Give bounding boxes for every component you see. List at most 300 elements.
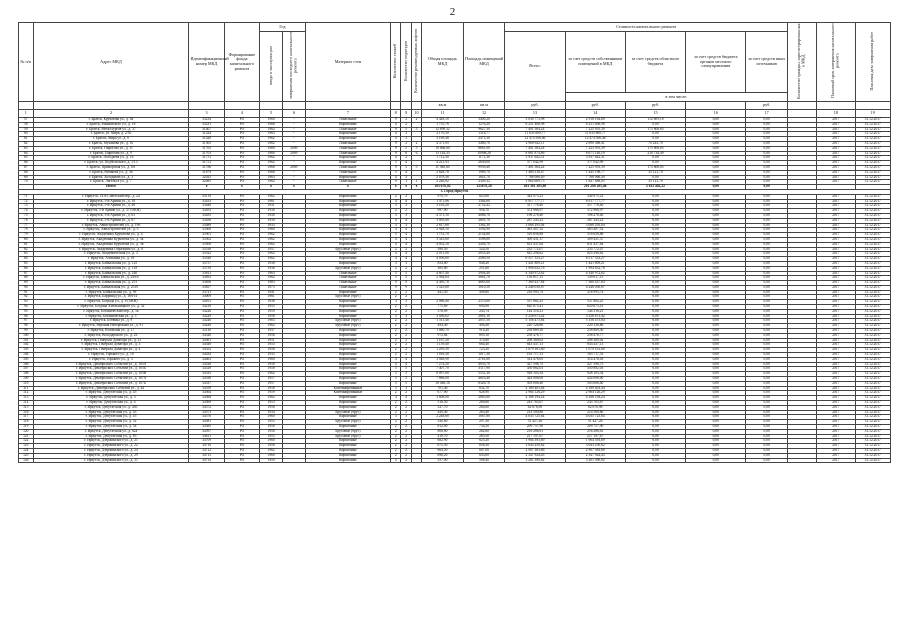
row-cost-total: 1 994 632,76 <box>505 266 565 271</box>
row-floors: 3 <box>391 300 401 305</box>
row-planned-year: 2017 <box>817 141 855 146</box>
row-cost-regional: 0,00 <box>625 290 685 295</box>
row-floors: 2 <box>391 434 401 439</box>
unit-rub: руб. <box>505 102 565 110</box>
row-year-built: 1935 <box>260 353 283 358</box>
row-fund: РО <box>224 367 259 372</box>
row-id: 31705 <box>189 146 224 151</box>
row-address: г. Иркутск, Депутатская ул., д. 62а <box>33 429 189 434</box>
row-cost-owners: 928 103,34 <box>565 372 625 377</box>
row-lifts <box>411 458 421 463</box>
row-id: 34597 <box>189 429 224 434</box>
row-cost-other: 0,00 <box>746 405 788 410</box>
row-material: Кирпичные <box>305 439 390 444</box>
hdr-year-last-repair: завершения последнего капитального ремонта <box>282 32 305 102</box>
row-premises-area: 2865,80 <box>463 396 505 401</box>
hdr-wall-material: Материал стен <box>305 23 390 102</box>
row-planned-year: 2017 <box>817 319 855 324</box>
row-address: г. Иркутск, Алмазная ул., д. 18 <box>33 257 189 262</box>
total-x: х <box>189 185 224 190</box>
row-number: 103 <box>19 348 34 353</box>
row-cost-other: 0,00 <box>746 401 788 406</box>
row-id: 34559 <box>189 386 224 391</box>
row-id: 34463 <box>189 357 224 362</box>
row-material: Кирпичные <box>305 458 390 463</box>
row-planned-year: 2017 <box>817 175 855 180</box>
row-floors: 2 <box>391 209 401 214</box>
row-year-built: 1958 <box>260 348 283 353</box>
row-cost-regional: 0,00 <box>625 453 685 458</box>
row-year-repair: - <box>282 141 305 146</box>
row-cost-other: 0,00 <box>746 338 788 343</box>
row-id: 34712 <box>189 448 224 453</box>
row-year-built: 1933 <box>260 223 283 228</box>
row-premises-area: 848,20 <box>463 261 505 266</box>
row-cost-municipal: 0,00 <box>686 425 746 430</box>
row-premises-area: 2752,42 <box>463 204 505 209</box>
row-total-area: 3 163,20 <box>422 204 464 209</box>
row-total-area: 1 511,40 <box>422 319 464 324</box>
row-cost-other: 0,00 <box>746 295 788 300</box>
row-entrances: 5 <box>401 127 411 132</box>
row-address: г. Братск, Погодаева ул., д. 16 <box>33 156 189 161</box>
row-total-area: 4 428,10 <box>422 118 464 123</box>
total-municipal: 0,00 <box>686 185 746 190</box>
row-year-built: 1962 <box>260 194 283 199</box>
row-entrances: 2 <box>401 405 411 410</box>
row-premises-area: 262,60 <box>463 429 505 434</box>
row-cost-municipal: 0,00 <box>686 285 746 290</box>
row-cost-total: 4 340 972,62 <box>505 271 565 276</box>
row-cost-municipal: 0,00 <box>686 324 746 329</box>
row-address: г. Братск, Энгельса ул., д. 7 <box>33 180 189 185</box>
row-total-area: 2 078,38 <box>422 175 464 180</box>
row-id: 34349 <box>189 343 224 348</box>
row-cost-other: 0,00 <box>746 209 788 214</box>
row-planned-year: 2017 <box>817 305 855 310</box>
row-planned-year: 2017 <box>817 132 855 137</box>
row-id: 34581 <box>189 420 224 425</box>
row-cost-owners: 3 201 390,82 <box>565 458 625 463</box>
row-number: 77 <box>19 223 34 228</box>
row-material: Брусовые (брус) <box>305 295 390 300</box>
row-fund: РО <box>224 314 259 319</box>
row-total-area: 701,40 <box>422 386 464 391</box>
row-cost-other: 0,00 <box>746 261 788 266</box>
row-id: 33853 <box>189 276 224 281</box>
row-floors: 2 <box>391 453 401 458</box>
row-cost-owners: 163 717,53 <box>565 353 625 358</box>
row-entrances: 2 <box>401 444 411 449</box>
row-cost-total: 1 882 609,75 <box>505 180 565 185</box>
row-cost-owners: 4 189 403,44 <box>565 386 625 391</box>
row-cost-total: 4 035 725,64 <box>505 415 565 420</box>
row-material: Панельные <box>305 276 390 281</box>
row-floors: 3 <box>391 223 401 228</box>
row-fund: РО <box>224 122 259 127</box>
row-total-area: 2 246,92 <box>422 180 464 185</box>
row-year-built: 1959 <box>260 458 283 463</box>
row-entrances: 2 <box>401 420 411 425</box>
row-cost-owners: 4 168 194,24 <box>565 396 625 401</box>
row-cost-owners: 631 437,64 <box>565 242 625 247</box>
row-fund: РО <box>224 165 259 170</box>
row-number: 59 <box>19 127 34 132</box>
row-material: Панельные <box>305 281 390 286</box>
row-number: 112 <box>19 391 34 396</box>
row-fund: РО <box>224 199 259 204</box>
row-floors: 2 <box>391 448 401 453</box>
row-cost-other: 0,00 <box>746 324 788 329</box>
row-planned-year: 2017 <box>817 381 855 386</box>
row-year-built: 1957 <box>260 377 283 382</box>
row-address: г. Иркутск, Декабрьских Событий ул., д. 107Б <box>33 381 189 386</box>
row-material: Брусовые (брус) <box>305 429 390 434</box>
row-material: Кирпичные <box>305 453 390 458</box>
row-cost-other: 0,00 <box>746 396 788 401</box>
row-fund: РО <box>224 453 259 458</box>
row-cost-regional: 0,00 <box>625 429 685 434</box>
row-premises-area: 1598,80 <box>463 237 505 242</box>
row-total-area: 1 755,76 <box>422 122 464 127</box>
hdr-repair-cost: Стоимость капитального ремонта <box>505 23 788 32</box>
row-cost-municipal: 0,00 <box>686 141 746 146</box>
row-entrances: 4 <box>401 218 411 223</box>
row-cost-total: 1 480 318,47 <box>505 170 565 175</box>
row-cost-municipal: 0,00 <box>686 319 746 324</box>
row-cost-owners: 287 243,23 <box>565 218 625 223</box>
row-total-area: 10 046,18 <box>422 381 464 386</box>
row-cost-municipal: 0,00 <box>686 146 746 151</box>
row-id: 32025 <box>189 175 224 180</box>
row-planned-date: 31.12.2017 <box>855 170 890 175</box>
row-number: 66 <box>19 161 34 166</box>
row-cost-owners: 216 993,74 <box>565 290 625 295</box>
row-cost-other: 0,00 <box>746 305 788 310</box>
column-number: 15 <box>625 110 685 118</box>
row-cost-municipal: 0,00 <box>686 444 746 449</box>
row-planned-date: 31.12.2017 <box>855 252 890 257</box>
row-planned-year: 2017 <box>817 204 855 209</box>
row-cost-municipal: 0,00 <box>686 381 746 386</box>
row-id: 33500 <box>189 228 224 233</box>
row-floors: 9 <box>391 165 401 170</box>
row-cost-other: 0,00 <box>746 391 788 396</box>
column-number: 17 <box>746 110 788 118</box>
row-cost-other: 0,00 <box>746 372 788 377</box>
row-planned-year: 2017 <box>817 429 855 434</box>
row-entrances: 5 <box>401 381 411 386</box>
row-year-built: 1962 <box>260 233 283 238</box>
row-fund: РО <box>224 276 259 281</box>
row-entrances: 2 <box>401 458 411 463</box>
row-cost-municipal: 0,00 <box>686 458 746 463</box>
row-planned-date: 31.12.2017 <box>855 165 890 170</box>
row-cost-total: 372 966,97 <box>505 209 565 214</box>
row-floors: 3 <box>391 314 401 319</box>
row-floors: 2 <box>391 348 401 353</box>
row-total-area: 449,40 <box>422 410 464 415</box>
row-premises-area: 3480,70 <box>463 141 505 146</box>
row-cost-municipal: 0,00 <box>686 439 746 444</box>
row-id: 34361 <box>189 338 224 343</box>
row-entrances: 2 <box>401 118 411 123</box>
row-cost-total: 214 500,80 <box>505 410 565 415</box>
row-floors: 4 <box>391 357 401 362</box>
column-number: 14 <box>565 110 625 118</box>
row-material: Кирпичные <box>305 199 390 204</box>
row-cost-municipal: 0,00 <box>686 333 746 338</box>
row-cost-other: 0,00 <box>746 434 788 439</box>
row-total-area: 970,70 <box>422 194 464 199</box>
row-cost-regional: 0,00 <box>625 194 685 199</box>
row-year-repair: - <box>282 122 305 127</box>
row-cost-owners: 843 437,13 <box>565 343 625 348</box>
row-address: г. Иркутск, Авиастроителей ул., д. 19б <box>33 223 189 228</box>
row-floors: 4 <box>391 257 401 262</box>
row-fund: РО <box>224 290 259 295</box>
row-cost-owners: 1 441 809,21 <box>565 261 625 266</box>
row-total-area: 4 221,93 <box>422 161 464 166</box>
row-cost-owners: 309 431,37 <box>565 237 625 242</box>
row-id: 35119 <box>189 194 224 199</box>
hdr-premises-area: Площадь помещений МКД <box>463 23 505 102</box>
row-cost-total: 317 778,40 <box>505 204 565 209</box>
row-total-area: 3 095,80 <box>422 218 464 223</box>
row-entrances: 4 <box>401 396 411 401</box>
row-material: Кирпичные <box>305 448 390 453</box>
row-material: Кирпичные <box>305 213 390 218</box>
row-premises-area: 284,60 <box>463 405 505 410</box>
row-floors: 3 <box>391 213 401 218</box>
hdr-residents: Количество граждан, зарегистрированных в МКД <box>787 23 816 102</box>
row-cost-regional: 0,00 <box>625 137 685 142</box>
row-planned-date: 31.12.2017 <box>855 194 890 199</box>
column-number: 19 <box>855 110 890 118</box>
row-premises-area: 1276,20 <box>463 122 505 127</box>
row-cost-other: 0,00 <box>746 242 788 247</box>
row-year-repair: 2009 <box>282 165 305 170</box>
row-cost-municipal: 0,00 <box>686 276 746 281</box>
row-floors: 4 <box>391 237 401 242</box>
row-entrances: 3 <box>401 132 411 137</box>
row-floors: 2 <box>391 429 401 434</box>
row-number: 100 <box>19 333 34 338</box>
row-number: 102 <box>19 343 34 348</box>
row-planned-year: 2017 <box>817 401 855 406</box>
row-number: 125 <box>19 453 34 458</box>
row-id: 34713 <box>189 453 224 458</box>
row-address: г. Иркутск, Володарского ул., д. 23 <box>33 333 189 338</box>
row-material: Кирпичные <box>305 209 390 214</box>
row-cost-other: 0,00 <box>746 448 788 453</box>
row-year-built: 1931 <box>260 204 283 209</box>
row-floors: 2 <box>391 444 401 449</box>
row-material: Брусовые (брус) <box>305 324 390 329</box>
row-premises-area: 3117,90 <box>463 367 505 372</box>
row-cost-owners: 1 079 161,60 <box>565 348 625 353</box>
row-cost-regional: 0,00 <box>625 367 685 372</box>
row-year-built: 1959 <box>260 309 283 314</box>
row-address: г. Иркутск, Авиастроителей ул., д. 5 <box>33 228 189 233</box>
total-x: х <box>260 185 283 190</box>
row-premises-area: 5531,30 <box>463 372 505 377</box>
table-row <box>19 458 891 463</box>
row-cost-municipal: 0,00 <box>686 305 746 310</box>
row-residents <box>787 458 816 463</box>
row-cost-owners: 216 286,61 <box>565 429 625 434</box>
row-total-area: 419,70 <box>422 434 464 439</box>
row-number: 76 <box>19 218 34 223</box>
row-material: Кирпичные <box>305 161 390 166</box>
row-total-area: 2 617,60 <box>422 223 464 228</box>
row-cost-municipal: 0,00 <box>686 228 746 233</box>
row-fund: РО <box>224 266 259 271</box>
row-premises-area: 1641,70 <box>463 175 505 180</box>
row-entrances: 2 <box>401 122 411 127</box>
row-total-area: 1 471,06 <box>422 199 464 204</box>
row-entrances: 4 <box>401 233 411 238</box>
row-year-built: 1960 <box>260 228 283 233</box>
row-cost-other: 0,00 <box>746 290 788 295</box>
row-lifts: 1 <box>411 180 421 185</box>
row-fund: РО <box>224 300 259 305</box>
row-year-repair: 2009 <box>282 151 305 156</box>
row-id: 32085 <box>189 180 224 185</box>
row-address: г. Иркутск, Генерала Доватора ул., д. 3 <box>33 343 189 348</box>
row-number: 120 <box>19 429 34 434</box>
row-material: Кирпичные <box>305 175 390 180</box>
row-floors: 2 <box>391 309 401 314</box>
row-entrances: 3 <box>401 137 411 142</box>
row-cost-regional: 0,00 <box>625 271 685 276</box>
row-year-repair <box>282 458 305 463</box>
row-fund: РО <box>224 357 259 362</box>
row-planned-year: 2017 <box>817 453 855 458</box>
row-premises-area: 3400,20 <box>463 118 505 123</box>
row-year-built: 1955 <box>260 420 283 425</box>
row-total-area: 2 628,78 <box>422 170 464 175</box>
row-cost-other: 0,00 <box>746 285 788 290</box>
row-number: 114 <box>19 401 34 406</box>
row-cost-owners: 1 904 393,69 <box>565 439 625 444</box>
row-fund: РО <box>224 410 259 415</box>
row-cost-municipal: 0,00 <box>686 122 746 127</box>
row-id: 31751 <box>189 161 224 166</box>
total-x: х <box>401 185 411 190</box>
row-address: г. Иркутск, Байкальская ул., д. 249/4 <box>33 276 189 281</box>
table-body <box>19 118 891 463</box>
row-cost-other: 0,00 <box>746 329 788 334</box>
row-cost-total: 377 042,99 <box>505 161 565 166</box>
row-planned-year: 2017 <box>817 252 855 257</box>
row-number: 92 <box>19 295 34 300</box>
row-id: 33522 <box>189 252 224 257</box>
unit-rub: руб. <box>625 102 685 110</box>
row-planned-year: 2017 <box>817 295 855 300</box>
row-cost-municipal: 0,00 <box>686 372 746 377</box>
row-number: 82 <box>19 247 34 252</box>
row-cost-municipal: 0,00 <box>686 314 746 319</box>
row-year-built: 1962 <box>260 257 283 262</box>
row-cost-regional: 0,00 <box>625 285 685 290</box>
row-cost-other: 0,00 <box>746 228 788 233</box>
row-number: 94 <box>19 305 34 310</box>
row-material: Кирпичные <box>305 122 390 127</box>
row-number: 89 <box>19 281 34 286</box>
row-entrances: 4 <box>401 242 411 247</box>
row-fund: РО <box>224 425 259 430</box>
row-cost-owners: 3 068 295,04 <box>565 223 625 228</box>
row-id: 34434 <box>189 353 224 358</box>
row-year-repair: - <box>282 118 305 123</box>
row-planned-date: 31.12.2017 <box>855 429 890 434</box>
row-year-built: 1960 <box>260 453 283 458</box>
row-cost-total: 450 882,03 <box>505 367 565 372</box>
row-premises-area: 286,80 <box>463 401 505 406</box>
row-floors: 5 <box>391 161 401 166</box>
row-cost-regional: 0,00 <box>625 276 685 281</box>
row-entrances: 2 <box>401 348 411 353</box>
row-address: г. Иркутск, Баррикад ул., д. 169/14 <box>33 295 189 300</box>
row-year-built: 1958 <box>260 405 283 410</box>
row-planned-date: 31.12.2017 <box>855 314 890 319</box>
row-cost-other: 0,00 <box>746 151 788 156</box>
row-cost-owners: 503 006,40 <box>565 381 625 386</box>
row-premises-area: 408,80 <box>463 290 505 295</box>
row-cost-total: 483 407,52 <box>505 228 565 233</box>
row-premises-area: 9627,30 <box>463 127 505 132</box>
row-cost-regional: 0,00 <box>625 132 685 137</box>
row-cost-other: 0,00 <box>746 218 788 223</box>
row-total-area: 4 495,70 <box>422 281 464 286</box>
row-cost-total: 243 763,67 <box>505 401 565 406</box>
row-cost-regional: 210 734,49 <box>625 151 685 156</box>
row-cost-other: 0,00 <box>746 314 788 319</box>
row-premises-area: 9939,40 <box>463 165 505 170</box>
row-planned-year: 2017 <box>817 372 855 377</box>
row-material: Кирпичные <box>305 396 390 401</box>
row-cost-municipal: 0,00 <box>686 405 746 410</box>
row-entrances: 2 <box>401 295 411 300</box>
row-address: г. Иркутск, Депутатская ул., д. 43б <box>33 405 189 410</box>
row-entrances: 9 <box>401 281 411 286</box>
row-premises-area: 956,70 <box>463 209 505 214</box>
row-cost-other: 0,00 <box>746 362 788 367</box>
row-planned-year: 2017 <box>817 415 855 420</box>
row-planned-date: 31.12.2017 <box>855 410 890 415</box>
row-floors: 9 <box>391 285 401 290</box>
row-total-area: 441,50 <box>422 290 464 295</box>
row-cost-total: 139 817,15 <box>505 276 565 281</box>
row-cost-owners: 4 246 030,87 <box>565 285 625 290</box>
row-total-area: 580,50 <box>422 247 464 252</box>
row-id: 34611 <box>189 434 224 439</box>
row-cost-regional: 175 608,85 <box>625 146 685 151</box>
row-planned-date: 31.12.2017 <box>855 127 890 132</box>
repair-program-table <box>18 22 891 463</box>
row-id: 31424 <box>189 132 224 137</box>
row-premises-area: 1171,30 <box>463 156 505 161</box>
row-planned-date: 31.12.2017 <box>855 333 890 338</box>
row-cost-municipal: 0,00 <box>686 348 746 353</box>
row-cost-other: 0,00 <box>746 165 788 170</box>
column-number: 9 <box>401 110 411 118</box>
row-cost-municipal: 0,00 <box>686 209 746 214</box>
row-cost-other: 0,00 <box>746 237 788 242</box>
row-cost-regional: 0,00 <box>625 405 685 410</box>
row-fund: РО <box>224 362 259 367</box>
